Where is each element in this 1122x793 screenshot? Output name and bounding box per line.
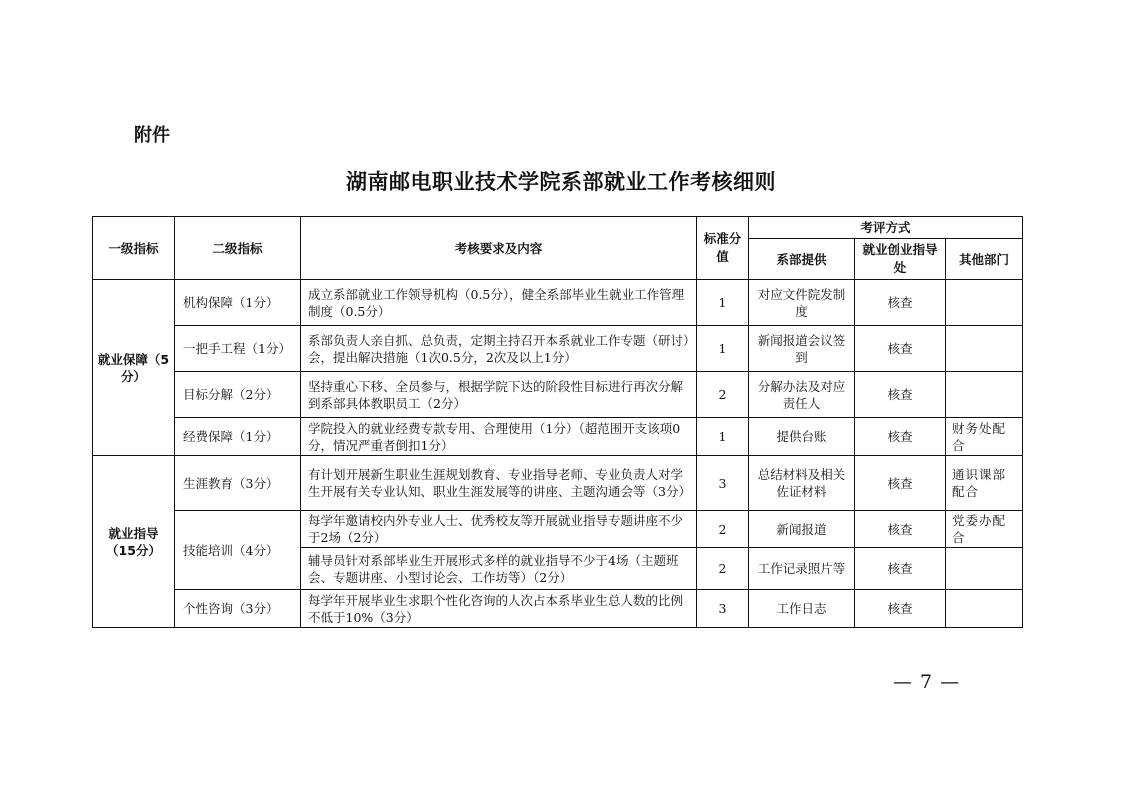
- dept-provide: 分解办法及对应责任人: [749, 372, 855, 418]
- document-title: 湖南邮电职业技术学院系部就业工作考核细则: [346, 170, 776, 194]
- requirement: 成立系部就业工作领导机构（0.5分），健全系部毕业生就业工作管理制度（0.5分）: [301, 280, 697, 326]
- table-row: [93, 280, 1023, 326]
- header-score: 标准分值: [697, 217, 749, 280]
- other-dept: [946, 280, 1023, 326]
- table-row: [93, 418, 1023, 456]
- sub-indicator: 经费保障（1分）: [175, 418, 301, 456]
- other-dept: [946, 326, 1023, 372]
- attachment-label: 附件: [134, 125, 170, 146]
- dept-provide: 工作日志: [749, 590, 855, 628]
- page-number: — 7 —: [893, 671, 961, 693]
- header-dept-provide: 系部提供: [749, 239, 855, 280]
- dept-provide: 对应文件院发制度: [749, 280, 855, 326]
- category-cell: 就业保障（5分）: [93, 280, 175, 456]
- header-eval: 考评方式: [749, 217, 1023, 239]
- other-dept: [946, 372, 1023, 418]
- sub-indicator: 一把手工程（1分）: [175, 326, 301, 372]
- other-dept: 党委办配合: [946, 511, 1023, 548]
- score: 2: [697, 372, 749, 418]
- header-row-1: [93, 217, 1023, 239]
- category-cell: 就业指导（15分）: [93, 456, 175, 628]
- guidance: 核查: [855, 511, 946, 548]
- dept-provide: 新闻报道: [749, 511, 855, 548]
- score: 2: [697, 511, 749, 548]
- table-row: [93, 511, 1023, 548]
- assessment-table: [92, 216, 1023, 628]
- table-row: [93, 456, 1023, 511]
- requirement: 辅导员针对系部毕业生开展形式多样的就业指导不少于4场（主题班会、专题讲座、小型讨论会、工作坊等）（2分）: [301, 548, 697, 590]
- score: 3: [697, 590, 749, 628]
- requirement: 每学年邀请校内外专业人士、优秀校友等开展就业指导专题讲座不少于2场（2分）: [301, 511, 697, 548]
- guidance: 核查: [855, 280, 946, 326]
- sub-indicator: 技能培训（4分）: [175, 511, 301, 590]
- requirement: 每学年开展毕业生求职个性化咨询的人次占本系毕业生总人数的比例不低于10%（3分）: [301, 590, 697, 628]
- guidance: 核查: [855, 418, 946, 456]
- dept-provide: 提供台账: [749, 418, 855, 456]
- guidance: 核查: [855, 326, 946, 372]
- table-row: [93, 326, 1023, 372]
- guidance: 核查: [855, 548, 946, 590]
- sub-indicator: 生涯教育（3分）: [175, 456, 301, 511]
- score: 3: [697, 456, 749, 511]
- other-dept: [946, 548, 1023, 590]
- table-row: [93, 590, 1023, 628]
- other-dept: 通识课部配合: [946, 456, 1023, 511]
- guidance: 核查: [855, 590, 946, 628]
- other-dept: 财务处配合: [946, 418, 1023, 456]
- score: 2: [697, 548, 749, 590]
- header-level2: 二级指标: [175, 217, 301, 280]
- score: 1: [697, 418, 749, 456]
- requirement: 系部负责人亲自抓、总负责，定期主持召开本系就业工作专题（研讨）会，提出解决措施（1次0.5分，2次及以上1分）: [301, 326, 697, 372]
- requirement: 有计划开展新生职业生涯规划教育、专业指导老师、专业负责人对学生开展有关专业认知、职业生涯发展等的讲座、主题沟通会等（3分）: [301, 456, 697, 511]
- header-other-dept: 其他部门: [946, 239, 1023, 280]
- dept-provide: 总结材料及相关佐证材料: [749, 456, 855, 511]
- header-guidance-office: 就业创业指导处: [855, 239, 946, 280]
- guidance: 核查: [855, 372, 946, 418]
- sub-indicator: 个性咨询（3分）: [175, 590, 301, 628]
- score: 1: [697, 280, 749, 326]
- score: 1: [697, 326, 749, 372]
- sub-indicator: 目标分解（2分）: [175, 372, 301, 418]
- table-row: [93, 372, 1023, 418]
- sub-indicator: 机构保障（1分）: [175, 280, 301, 326]
- header-content: 考核要求及内容: [301, 217, 697, 280]
- dept-provide: 工作记录照片等: [749, 548, 855, 590]
- other-dept: [946, 590, 1023, 628]
- requirement: 学院投入的就业经费专款专用、合理使用（1分）（超范围开支该项0分，情况严重者倒扣1分）: [301, 418, 697, 456]
- header-level1: 一级指标: [93, 217, 175, 280]
- guidance: 核查: [855, 456, 946, 511]
- dept-provide: 新闻报道会议签到: [749, 326, 855, 372]
- requirement: 坚持重心下移、全员参与，根据学院下达的阶段性目标进行再次分解到系部具体教职员工（2分）: [301, 372, 697, 418]
